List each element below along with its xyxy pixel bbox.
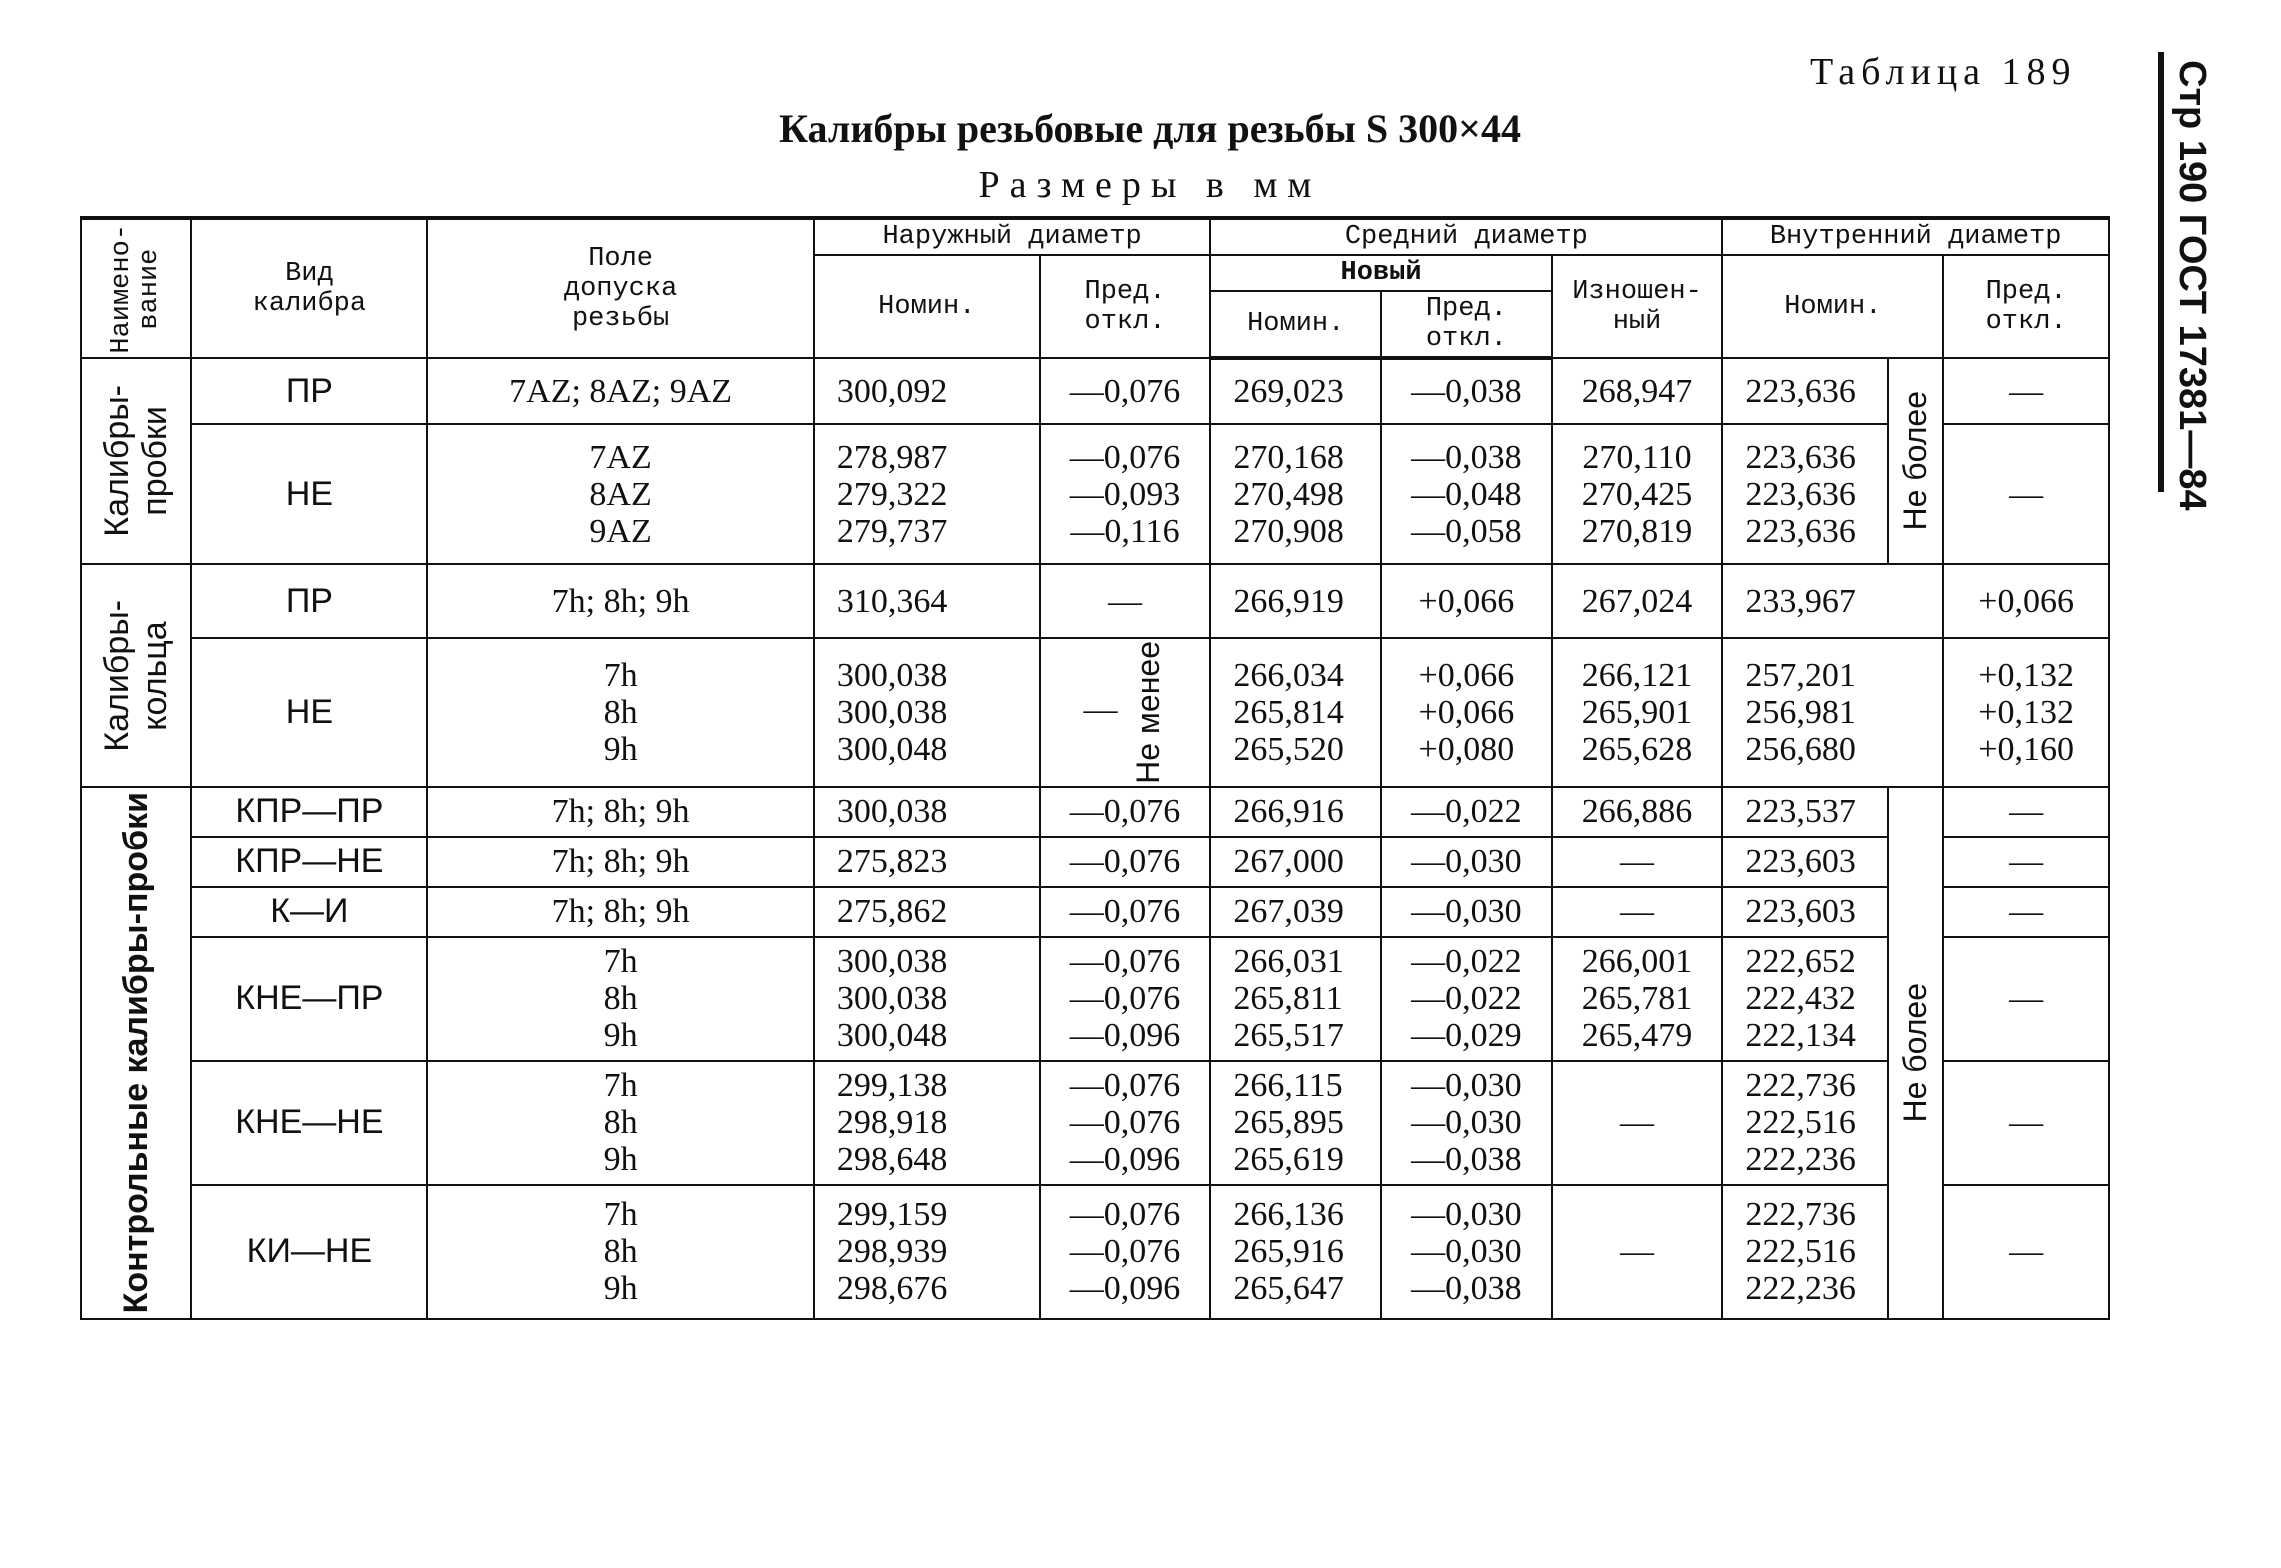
header-name-text: Наимено- вание [107,223,166,354]
group-plugs-label: Калибры- пробки [98,385,175,537]
cell-outer-nom: 300,038 300,038 300,048 [814,638,1040,787]
table-row [81,358,2109,424]
cell-outer-dev: — [1040,564,1211,638]
cell-inner-dev: — [1943,837,2109,887]
cell-inner-dev: — [1943,1185,2109,1319]
table-row [81,424,2109,564]
cell-mid-nom: 269,023 [1210,358,1381,424]
header-middle-dev: Пред. откл. [1381,291,1552,358]
cell-mid-dev: —0,030 —0,030 —0,038 [1381,1185,1552,1319]
cell-kind: КПР—НЕ [191,837,427,887]
cell-worn: 266,886 [1552,787,1723,837]
header-inner-dev: Пред. откл. [1943,255,2109,358]
cell-mid-nom: 267,039 [1210,887,1381,937]
cell-tolerance: 7h; 8h; 9h [427,787,814,837]
cell-outer-nom: 300,038 [814,787,1040,837]
table-row [81,887,2109,937]
table-title: Калибры резьбовые для резьбы S 300×44 [779,106,1521,151]
cell-inner-dev: — [1943,1061,2109,1185]
cell-mid-nom: 266,136 265,916 265,647 [1210,1185,1381,1319]
cell-inner-nom: 223,537 [1722,787,1888,837]
cell-outer-nom: 278,987 279,322 279,737 [814,424,1040,564]
note-not-more-control [1888,787,1943,1319]
cell-outer-nom: 275,862 [814,887,1040,937]
cell-kind: ПР [191,564,427,638]
cell-inner-dev: — [1943,937,2109,1061]
table-row [81,564,2109,638]
cell-mid-dev: —0,030 [1381,887,1552,937]
cell-mid-nom: 270,168 270,498 270,908 [1210,424,1381,564]
cell-outer-nom: 299,138 298,918 298,648 [814,1061,1040,1185]
cell-kind: КНЕ—НЕ [191,1061,427,1185]
table-subtitle: Размеры в мм [978,164,1322,206]
cell-inner-nom: 257,201 256,981 256,680 [1722,638,1943,787]
cell-outer-dev: —0,076 —0,076 —0,096 [1040,937,1211,1061]
group-control [81,787,191,1319]
header-outer-dev: Пред. откл. [1040,255,1211,358]
gauges-table [80,216,2110,1320]
header-outer-nom: Номин. [814,255,1040,358]
cell-mid-nom: 266,034 265,814 265,520 [1210,638,1381,787]
header-middle-nom: Номин. [1210,291,1381,358]
cell-mid-nom: 267,000 [1210,837,1381,887]
cell-mid-dev: +0,066 +0,066 +0,080 [1381,638,1552,787]
note-not-more-control-text: Не более [1897,983,1934,1123]
cell-worn: 266,001 265,781 265,479 [1552,937,1723,1061]
cell-inner-nom: 223,636 [1722,358,1888,424]
cell-outer-nom: 300,092 [814,358,1040,424]
table-row [81,937,2109,1061]
group-rings [81,564,191,787]
cell-inner-nom: 222,736 222,516 222,236 [1722,1061,1888,1185]
header-new: Новый [1210,255,1551,291]
header-kind: Вид калибра [191,218,427,358]
group-rings-label: Калибры- кольца [98,599,175,752]
cell-tolerance: 7AZ 8AZ 9AZ [427,424,814,564]
cell-worn: — [1552,887,1723,937]
cell-outer-dev: —0,076 —0,076 —0,096 [1040,1061,1211,1185]
cell-mid-nom: 266,916 [1210,787,1381,837]
cell-outer-nom: 300,038 300,038 300,048 [814,937,1040,1061]
cell-inner-dev: +0,132 +0,132 +0,160 [1943,638,2109,787]
note-not-less: Не менее [1129,641,1166,784]
cell-inner-nom: 222,736 222,516 222,236 [1722,1185,1888,1319]
cell-mid-dev: —0,022 —0,022 —0,029 [1381,937,1552,1061]
cell-tolerance: 7h 8h 9h [427,1185,814,1319]
cell-tolerance: 7h; 8h; 9h [427,837,814,887]
cell-mid-dev: —0,022 [1381,787,1552,837]
header-inner-diameter: Внутренний диаметр [1722,218,2109,255]
cell-inner-dev: — [1943,424,2109,564]
cell-worn: — [1552,1185,1723,1319]
cell-worn: 268,947 [1552,358,1723,424]
cell-mid-dev: —0,030 —0,030 —0,038 [1381,1061,1552,1185]
cell-kind: КПР—ПР [191,787,427,837]
cell-tolerance: 7h 8h 9h [427,1061,814,1185]
cell-inner-nom: 223,603 [1722,837,1888,887]
cell-kind: КИ—НЕ [191,1185,427,1319]
cell-outer-nom: 310,364 [814,564,1040,638]
table-row [81,1061,2109,1185]
cell-outer-dev: —0,076 [1040,787,1211,837]
cell-mid-dev: —0,038 —0,048 —0,058 [1381,424,1552,564]
cell-kind: К—И [191,887,427,937]
cell-outer-dev [1040,638,1211,787]
cell-worn: 266,121 265,901 265,628 [1552,638,1723,787]
table-row [81,638,2109,787]
cell-worn: — [1552,837,1723,887]
cell-mid-dev: +0,066 [1381,564,1552,638]
cell-outer-dev: —0,076 —0,093 —0,116 [1040,424,1211,564]
cell-tolerance: 7AZ; 8AZ; 9AZ [427,358,814,424]
table-row [81,1185,2109,1319]
cell-tolerance: 7h; 8h; 9h [427,887,814,937]
cell-outer-dev: —0,076 [1040,887,1211,937]
cell-outer-dev: —0,076 [1040,837,1211,887]
cell-mid-dev: —0,030 [1381,837,1552,887]
cell-worn: 267,024 [1552,564,1723,638]
cell-mid-nom: 266,115 265,895 265,619 [1210,1061,1381,1185]
header-name [81,218,191,358]
group-control-label: Контрольные калибры-пробки [117,792,156,1314]
table-row [81,837,2109,887]
table-row [81,787,2109,837]
cell-outer-dev-value: — [1083,691,1118,729]
header-worn: Изношен- ный [1552,255,1723,358]
cell-kind: ПР [191,358,427,424]
cell-inner-nom: 223,603 [1722,887,1888,937]
cell-mid-nom: 266,919 [1210,564,1381,638]
header-inner-nom: Номин. [1722,255,1943,358]
cell-inner-nom: 233,967 [1722,564,1943,638]
cell-tolerance: 7h 8h 9h [427,937,814,1061]
cell-outer-nom: 299,159 298,939 298,676 [814,1185,1040,1319]
group-plugs [81,358,191,564]
cell-inner-dev: — [1943,887,2109,937]
cell-inner-dev: +0,066 [1943,564,2109,638]
cell-inner-nom: 222,652 222,432 222,134 [1722,937,1888,1061]
cell-inner-dev: — [1943,358,2109,424]
table-number: Таблица 189 [1810,51,2077,93]
cell-outer-dev: —0,076 —0,076 —0,096 [1040,1185,1211,1319]
note-not-more-plugs-text: Не более [1897,391,1934,531]
cell-tolerance: 7h 8h 9h [427,638,814,787]
standard-page-label: Стр 190 ГОСТ 17381—84 [2171,60,2213,511]
cell-kind: НЕ [191,424,427,564]
cell-worn: 270,110 270,425 270,819 [1552,424,1723,564]
cell-tolerance: 7h; 8h; 9h [427,564,814,638]
cell-kind: КНЕ—ПР [191,937,427,1061]
cell-mid-dev: —0,038 [1381,358,1552,424]
header-middle-diameter: Средний диаметр [1210,218,1722,255]
cell-inner-nom: 223,636 223,636 223,636 [1722,424,1888,564]
side-rule [2158,52,2164,492]
cell-outer-dev: —0,076 [1040,358,1211,424]
cell-mid-nom: 266,031 265,811 265,517 [1210,937,1381,1061]
cell-outer-nom: 275,823 [814,837,1040,887]
header-outer-diameter: Наружный диаметр [814,218,1211,255]
cell-kind: НЕ [191,638,427,787]
note-not-more-plugs [1888,358,1943,564]
cell-worn: — [1552,1061,1723,1185]
header-tolerance: Поле допуска резьбы [427,218,814,358]
cell-inner-dev: — [1943,787,2109,837]
